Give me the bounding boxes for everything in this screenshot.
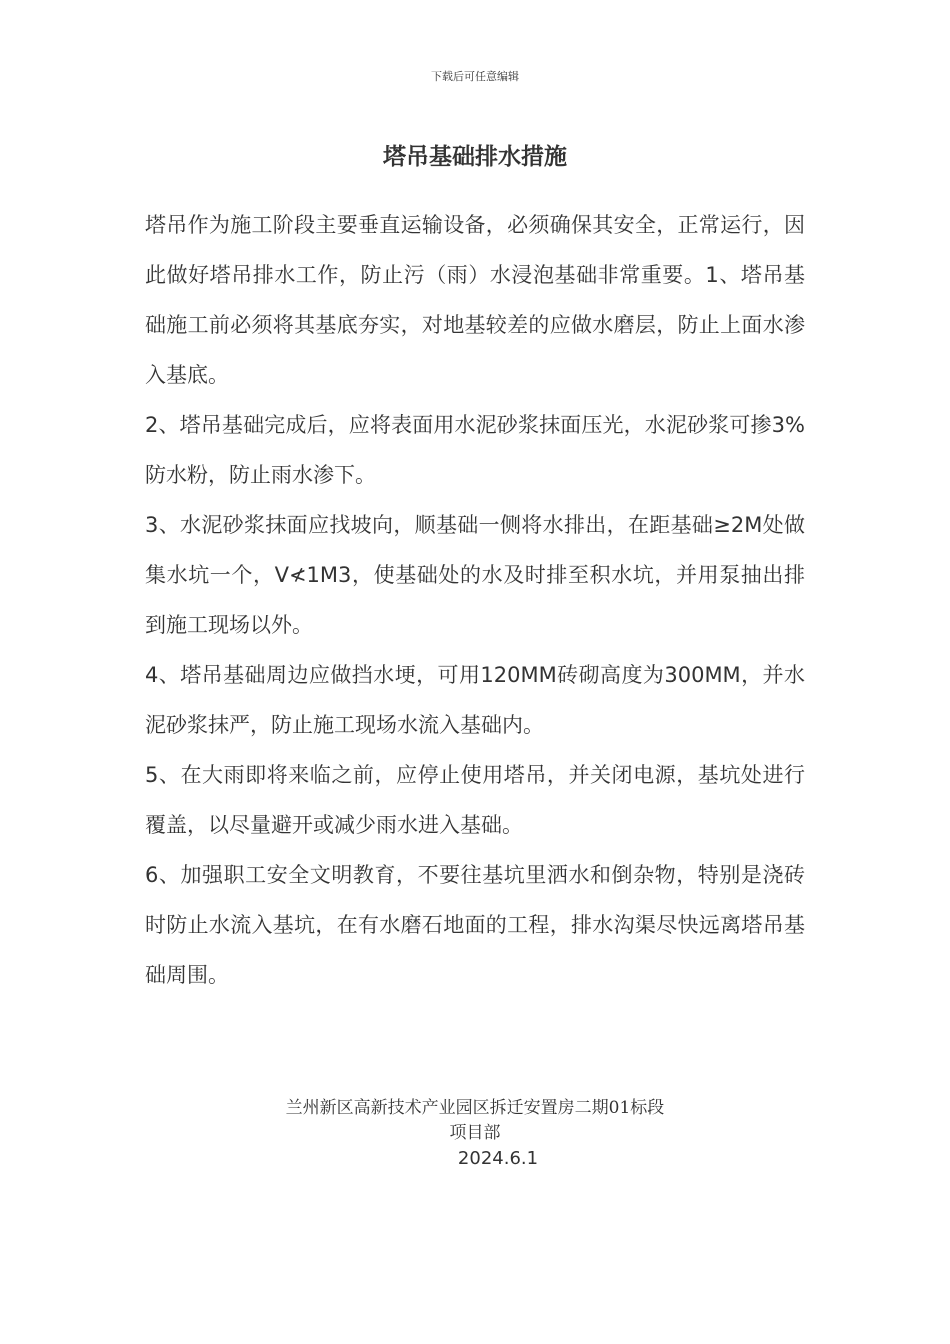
header-note: 下载后可任意编辑: [431, 70, 519, 83]
paragraph-item-2: 2、塔吊基础完成后，应将表面用水泥砂浆抹面压光，水泥砂浆可掺3%防水粉，防止雨水渗下。: [145, 413, 805, 487]
footer-date: 2024.6.1: [457, 1148, 539, 1169]
paragraph-item-4: 4、塔吊基础周边应做挡水埂，可用120MM砖砌高度为300MM，并水泥砂浆抹严，防止施工现场水流入基础内。: [145, 663, 805, 737]
footer-department: 项目部: [449, 1123, 501, 1143]
paragraph-intro: 塔吊作为施工阶段主要垂直运输设备，必须确保其安全，正常运行，因此做好塔吊排水工作，防止污（雨）水浸泡基础非常重要。1、塔吊基础施工前必须将其基底夯实，对地基较差的应做水磨层，防止上面水渗入基底。: [145, 213, 805, 387]
document-body: [145, 200, 805, 1000]
paragraph-item-3: 3、水泥砂浆抹面应找坡向，顺基础一侧将水排出，在距基础≥2M处做集水坑一个，V≮1M3，使基础处的水及时排至积水坑，并用泵抽出排到施工现场以外。: [145, 513, 805, 637]
document-title: 塔吊基础排水措施: [383, 144, 567, 170]
document-footer: [0, 1096, 950, 1171]
paragraph-item-6: 6、加强职工安全文明教育，不要往基坑里洒水和倒杂物，特别是浇砖时防止水流入基坑，在有水磨石地面的工程，排水沟渠尽快远离塔吊基础周围。: [145, 863, 805, 987]
footer-organization: 兰州新区高新技术产业园区拆迁安置房二期01标段: [285, 1098, 665, 1118]
paragraph-item-5: 5、在大雨即将来临之前，应停止使用塔吊，并关闭电源，基坑处进行覆盖，以尽量避开或减少雨水进入基础。: [145, 763, 805, 837]
